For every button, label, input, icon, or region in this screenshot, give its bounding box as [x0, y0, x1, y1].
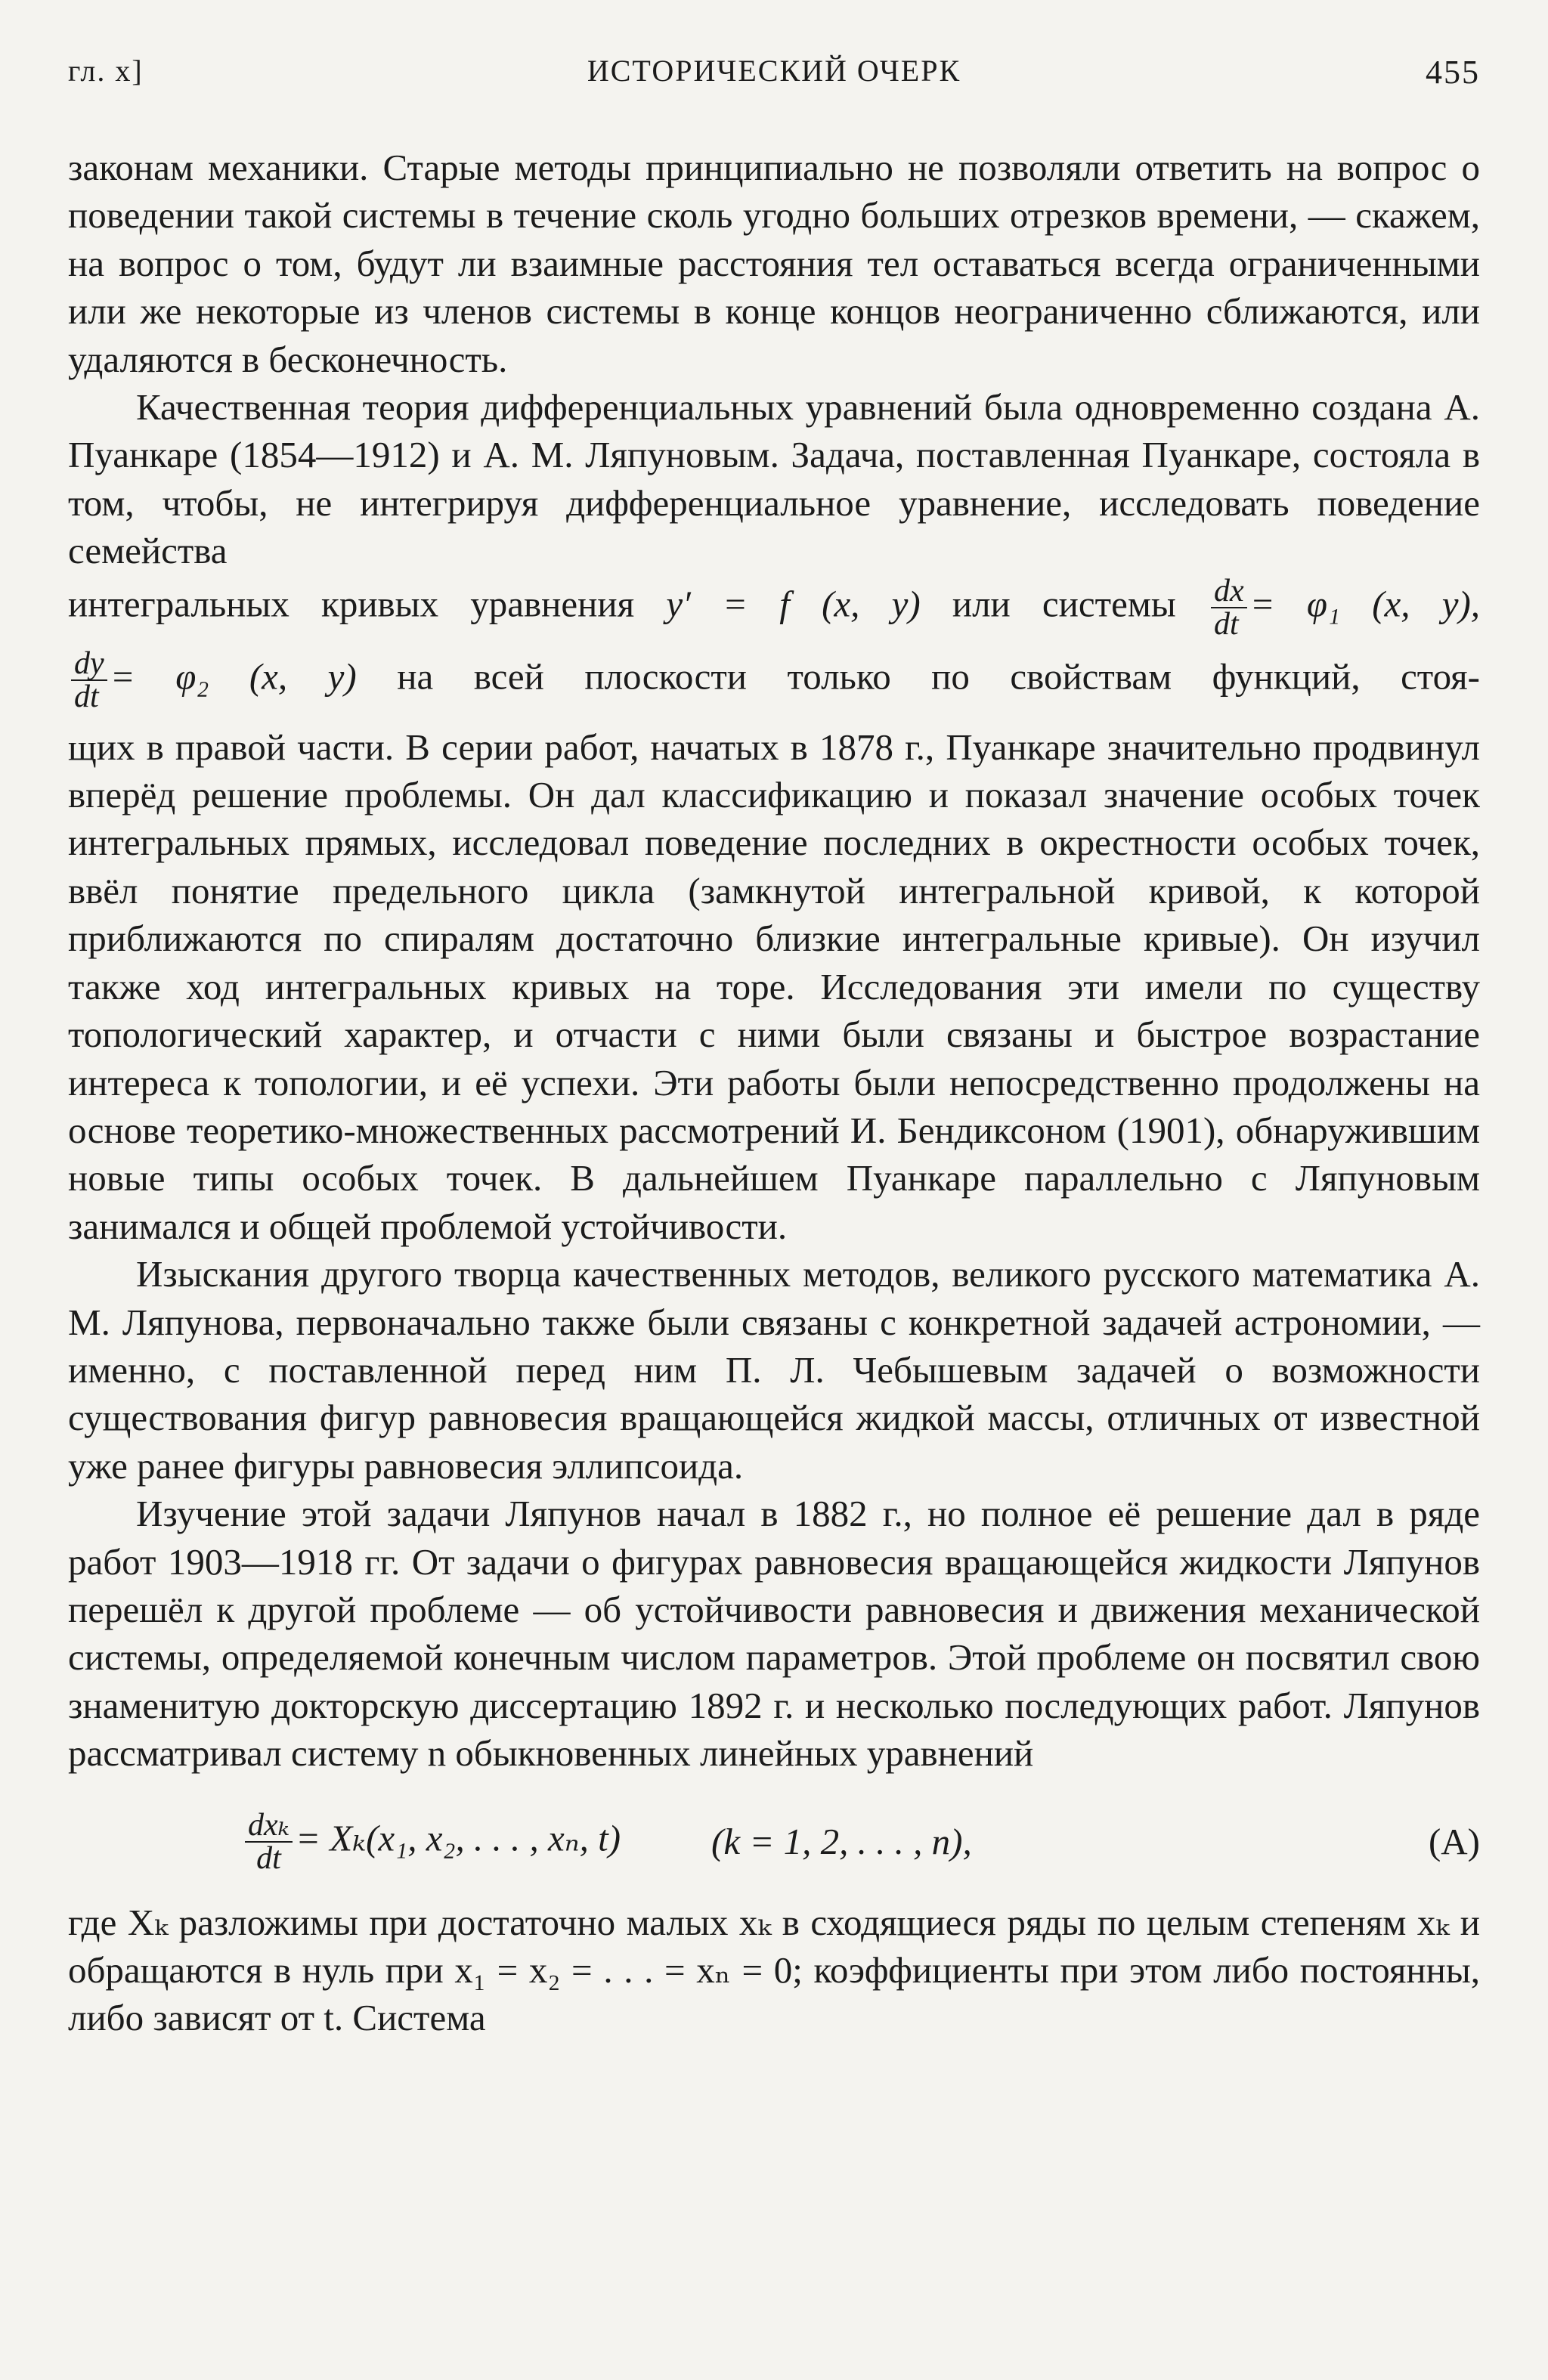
running-head	[68, 53, 1480, 106]
fraction-numerator: dxₖ	[245, 1809, 293, 1843]
formula-a-rhs: = Xₖ(x₁, x₂, . . . , xₙ, t)	[295, 1816, 621, 1859]
paragraph-2-math-line-2	[68, 645, 1481, 714]
fraction-denominator: dt	[1213, 606, 1239, 642]
fraction-numerator: dy	[71, 648, 107, 681]
page-body	[68, 144, 1480, 2042]
formula-a-main	[242, 1809, 621, 1874]
math-line-text: интегральных кривых уравнения	[68, 582, 635, 624]
page-number: 455	[1426, 54, 1480, 91]
fraction-denominator: dt	[256, 1840, 281, 1876]
math-line-text-3: на всей плоскости только по свойствам функций, стоя-	[397, 655, 1481, 697]
fraction-dy-dt	[71, 645, 107, 714]
formula-a	[68, 1793, 1480, 1891]
paragraph-2-math-line-1	[68, 575, 1480, 640]
formula-a-label: (A)	[1428, 1820, 1480, 1862]
system-equation-2: = φ₂ (x, y)	[110, 655, 357, 697]
fraction-dx-dt	[1211, 575, 1247, 640]
math-line-text-2: или системы	[952, 582, 1176, 624]
ode-equation: y′ = f (x, y)	[666, 582, 921, 624]
paragraph-1: законам механики. Старые методы принципиально не позволяли ответить на вопрос о поведении такой системы в течение сколь угодно больших отрезков времени, — скажем, на вопрос о том, будут ли взаимные расстояния тел оставаться всегда ограниченными или же некоторые из членов системы в конце концов неограниченно сближаются, или удаляются в бесконечность.	[68, 147, 1480, 380]
fraction-dxk-dt	[245, 1809, 293, 1874]
system-equation-1: = φ₁ (x, y),	[1249, 582, 1481, 624]
chapter-marker: гл. х]	[68, 54, 144, 88]
fraction-denominator: dt	[74, 679, 99, 714]
paragraph-4: Изучение этой задачи Ляпунов начал в 1882 г., но полное её решение дал в ряде работ 1903—1918 гг. От задачи о фигурах равновесия вращающейся жидкости Ляпунов перешёл к другой проблеме — об устойчивости равновесия и движения механической системы, определяемой конечным числом параметров. Этой проблеме он посвятил свою знаменитую докторскую диссертацию 1892 г. и несколько последующих работ. Ляпунов рассматривал систему n обыкновенных линейных уравнений	[68, 1493, 1480, 1775]
formula-a-index-range: (k = 1, 2, . . . , n),	[711, 1820, 972, 1862]
paragraph-3: Изыскания другого творца качественных методов, великого русского математика А. М. Ляпунова, первоначально также были связаны с конкретной задачей астрономии, — именно, с поставленной перед ним П. Л. Чебышевым задачей о возможности существования фигур равновесия вращающейся жидкой массы, отличных от известной уже ранее фигуры равновесия эллипсоида.	[68, 1253, 1480, 1487]
paragraph-2-intro: Качественная теория дифференциальных уравнений была одновременно создана А. Пуанкаре (1854—1912) и А. М. Ляпуновым. Задача, поставленная Пуанкаре, состояла в том, чтобы, не интегрируя дифференциальное уравнение, исследовать поведение семейства	[68, 386, 1480, 572]
paragraph-5: где Xₖ разложимы при достаточно малых xₖ в сходящиеся ряды по целым степеням xₖ и обращаются в нуль при x₁ = x₂ = . . . = xₙ = 0; коэффициенты при этом либо постоянны, либо зависят от t. Система	[68, 1901, 1480, 2039]
paragraph-2-continued: щих в правой части. В серии работ, начатых в 1878 г., Пуанкаре значительно продвинул вперёд решение проблемы. Он дал классификацию и показал значение особых точек интегральных прямых, исследовал поведение последних в окрестности особых точек, ввёл понятие предельного цикла (замкнутой интегральной кривой, к которой приближаются по спиралям достаточно близкие интегральные кривые). Он изучил также ход интегральных кривых на торе. Исследования эти имели по существу топологический характер, и отчасти с ними были связаны и быстрое возрастание интереса к топологии, и её успехи. Эти работы были непосредственно продолжены на основе теоретико-множественных рассмотрений И. Бендиксоном (1901), обнаружившим новые типы особых точек. В дальнейшем Пуанкаре параллельно с Ляпуновым занимался и общей проблемой устойчивости.	[68, 726, 1480, 1247]
fraction-numerator: dx	[1211, 575, 1247, 608]
running-title: ИСТОРИЧЕСКИЙ ОЧЕРК	[587, 54, 961, 88]
